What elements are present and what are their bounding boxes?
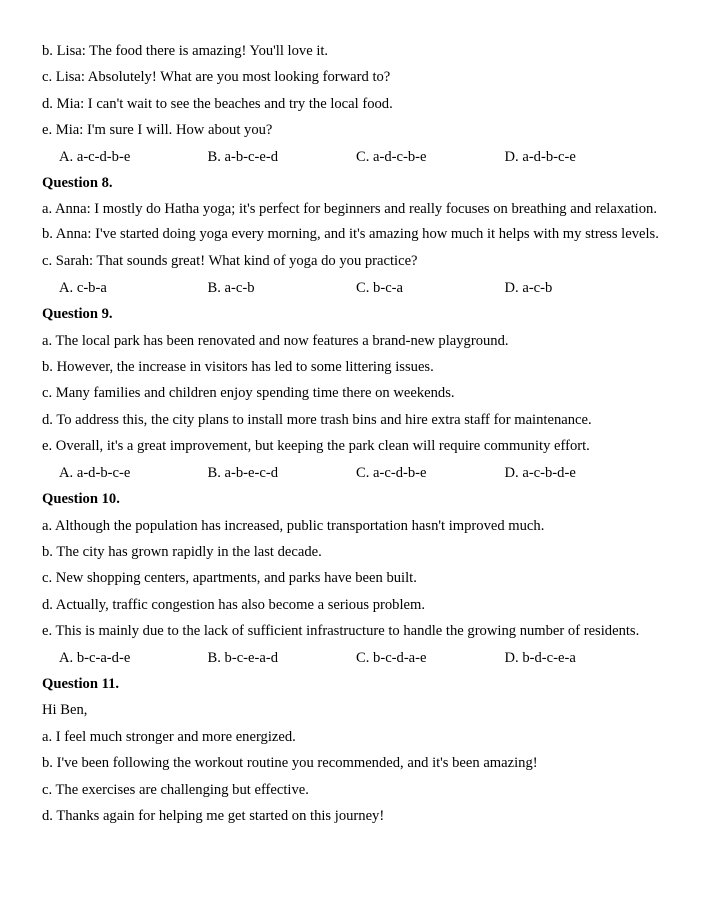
document-page — [42, 38, 672, 829]
question-9-section — [42, 301, 672, 486]
q9-line-c: c. Many families and children enjoy spending time there on weekends. — [42, 385, 455, 402]
q9-option-b[interactable]: B. a-b-e-c-d — [207, 464, 278, 481]
q7-line-c: c. Lisa: Absolutely! What are you most looking forward to? — [42, 69, 391, 86]
q7-line-e: e. Mia: I'm sure I will. How about you? — [42, 122, 273, 139]
q10-line-b: b. The city has grown rapidly in the last decade. — [42, 543, 322, 560]
q7-line-d: d. Mia: I can't wait to see the beaches and try the local food. — [42, 95, 393, 112]
q7-option-c[interactable]: C. a-d-c-b-e — [356, 148, 427, 165]
q10-line-c: c. New shopping centers, apartments, and parks have been built. — [42, 570, 417, 587]
q11-line-c: c. The exercises are challenging but effective. — [42, 781, 309, 798]
question-10-title: Question 10. — [42, 491, 120, 508]
q8-option-d[interactable]: D. a-c-b — [504, 279, 553, 296]
q9-option-d[interactable]: D. a-c-b-d-e — [504, 464, 576, 481]
q9-line-b: b. However, the increase in visitors has led to some littering issues. — [42, 359, 434, 376]
q7-options — [42, 144, 672, 170]
q8-option-b[interactable]: B. a-c-b — [207, 279, 255, 296]
q10-option-c[interactable]: C. b-c-d-a-e — [356, 649, 427, 666]
q10-options — [42, 645, 672, 671]
question-11-title: Question 11. — [42, 675, 120, 692]
q10-option-d[interactable]: D. b-d-c-e-a — [504, 649, 576, 666]
question-8-section — [42, 170, 672, 301]
q10-line-e: e. This is mainly due to the lack of sufficient infrastructure to handle the growing number of residents. — [42, 623, 640, 640]
question-10-section — [42, 486, 672, 671]
q10-option-b[interactable]: B. b-c-e-a-d — [207, 649, 278, 666]
q11-greeting: Hi Ben, — [42, 702, 88, 719]
q8-option-c[interactable]: C. b-c-a — [356, 279, 404, 296]
question-9-title: Question 9. — [42, 306, 113, 323]
q10-line-a: a. Although the population has increased, public transportation hasn't improved much. — [42, 517, 545, 534]
q10-option-a[interactable]: A. b-c-a-d-e — [59, 649, 131, 666]
q9-options — [42, 460, 672, 486]
q11-line-a: a. I feel much stronger and more energized. — [42, 728, 296, 745]
question-8-title: Question 8. — [42, 175, 113, 192]
q8-options — [42, 275, 672, 301]
q8-line-b: b. Anna: I've started doing yoga every morning, and it's amazing how much it helps with my stress levels. — [42, 226, 659, 243]
q7-option-d[interactable]: D. a-d-b-c-e — [504, 148, 576, 165]
q8-line-a: a. Anna: I mostly do Hatha yoga; it's perfect for beginners and really focuses on breathing and relaxation. — [42, 201, 657, 218]
q9-line-d: d. To address this, the city plans to install more trash bins and hire extra staff for maintenance. — [42, 411, 592, 428]
q9-option-a[interactable]: A. a-d-b-c-e — [59, 464, 131, 481]
q8-option-a[interactable]: A. c-b-a — [59, 279, 107, 296]
q7-option-b[interactable]: B. a-b-c-e-d — [207, 148, 278, 165]
q8-line-c: c. Sarah: That sounds great! What kind of yoga do you practice? — [42, 253, 418, 270]
q9-line-a: a. The local park has been renovated and now features a brand-new playground. — [42, 332, 509, 349]
q11-line-d: d. Thanks again for helping me get started on this journey! — [42, 807, 385, 824]
q11-line-b: b. I've been following the workout routine you recommended, and it's been amazing! — [42, 755, 538, 772]
q10-line-d: d. Actually, traffic congestion has also become a serious problem. — [42, 596, 425, 613]
question-7-section — [42, 38, 672, 170]
q7-option-a[interactable]: A. a-c-d-b-e — [59, 148, 131, 165]
q9-option-c[interactable]: C. a-c-d-b-e — [356, 464, 427, 481]
question-11-section — [42, 671, 672, 829]
q7-line-b: b. Lisa: The food there is amazing! You'll love it. — [42, 43, 329, 59]
q9-line-e: e. Overall, it's a great improvement, but keeping the park clean will require community effort. — [42, 438, 590, 455]
